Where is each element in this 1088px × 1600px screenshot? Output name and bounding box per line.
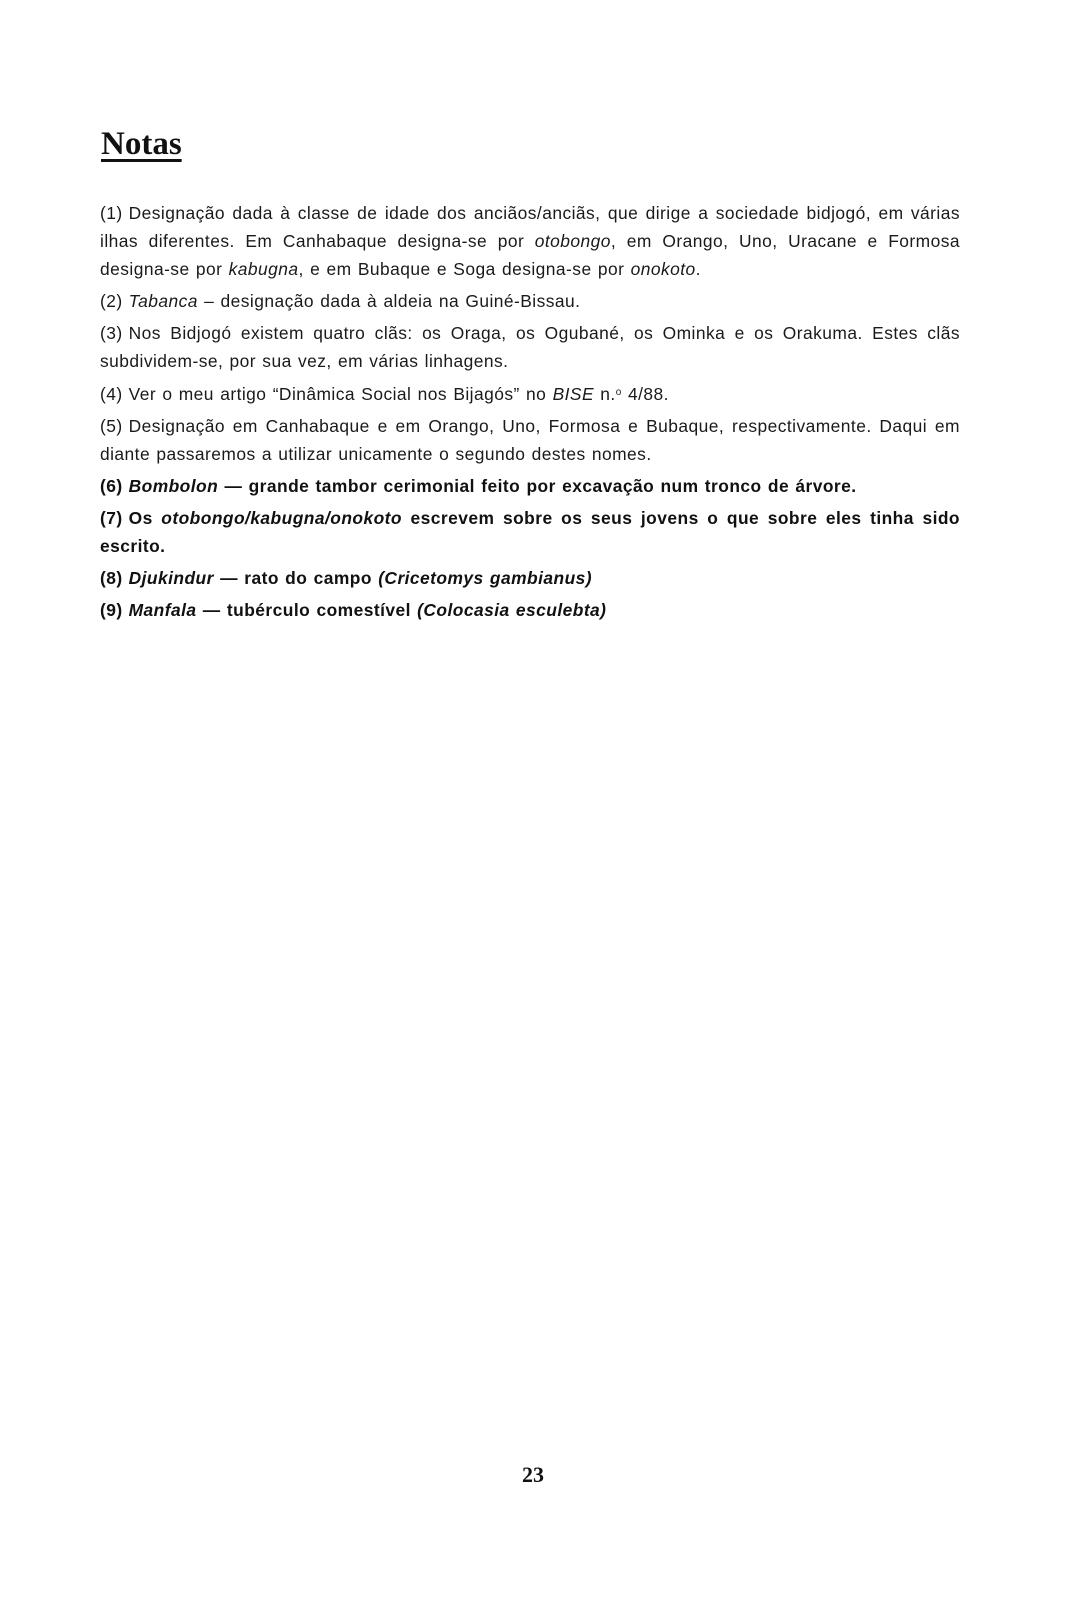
note-number: (3) bbox=[100, 323, 123, 343]
note-term: kabugna bbox=[228, 259, 299, 279]
note-6 bbox=[100, 472, 960, 500]
note-term: otobongo/kabugna/onokoto bbox=[161, 508, 402, 528]
note-superscript: o bbox=[615, 387, 622, 398]
note-7 bbox=[100, 504, 960, 560]
note-number: (8) bbox=[100, 568, 123, 588]
note-text: — tubérculo comestível bbox=[196, 600, 418, 620]
note-term: onokoto bbox=[630, 259, 696, 279]
note-3 bbox=[100, 319, 960, 375]
note-4 bbox=[100, 379, 960, 408]
note-number: (1) bbox=[100, 203, 123, 223]
note-text: — grande tambor cerimonial feito por excavação num tronco de árvore. bbox=[218, 476, 857, 496]
note-text: . bbox=[695, 259, 701, 279]
note-term: (Cricetomys gambianus) bbox=[378, 568, 593, 588]
note-term: Manfala bbox=[128, 600, 197, 620]
note-term: otobongo bbox=[534, 231, 611, 251]
note-text: Designação dada à classe de idade dos anciãos/anciãs, que dirige a sociedade bidjogó, em várias ilhas diferentes. Em Canhabaque designa-se por bbox=[100, 203, 960, 251]
note-term: (Colocasia esculebta) bbox=[417, 600, 607, 620]
note-2 bbox=[100, 287, 960, 315]
note-number: (7) bbox=[100, 508, 123, 528]
note-number: (2) bbox=[100, 291, 123, 311]
note-8 bbox=[100, 564, 960, 592]
note-text: Nos Bidjogó existem quatro clãs: os Oraga, os Ogubané, os Ominka e os Orakuma. Estes clãs subdividem-se, por sua vez, em várias linhagens. bbox=[100, 323, 960, 371]
note-number: (5) bbox=[100, 416, 123, 436]
note-text: – designação dada à aldeia na Guiné-Bissau. bbox=[197, 291, 581, 311]
note-text: Designação em Canhabaque e em Orango, Uno, Formosa e Bubaque, respectivamente. Daqui em diante passaremos a utilizar unicamente o segundo destes nomes. bbox=[100, 416, 960, 464]
note-text: , e em Bubaque e Soga designa-se por bbox=[298, 259, 631, 279]
note-text: Ver o meu artigo “Dinâmica Social nos Bijagós” no bbox=[128, 384, 553, 404]
note-text: , em Orango, Uno, Uracane e Formosa designa-se por bbox=[100, 231, 960, 279]
note-text: 4/88. bbox=[621, 384, 669, 404]
note-text: escrevem sobre os seus jovens o que sobre eles tinha sido escrito. bbox=[100, 508, 960, 556]
note-number: (9) bbox=[100, 600, 123, 620]
note-text: Os bbox=[128, 508, 162, 528]
note-1 bbox=[100, 199, 960, 283]
note-5 bbox=[100, 412, 960, 468]
notes-list bbox=[100, 199, 960, 628]
page-number: 23 bbox=[522, 1462, 544, 1487]
note-number: (6) bbox=[100, 476, 123, 496]
note-term: Djukindur bbox=[128, 568, 214, 588]
note-term: Bombolon bbox=[128, 476, 219, 496]
note-term: BISE bbox=[552, 384, 594, 404]
note-text: — rato do campo bbox=[213, 568, 379, 588]
note-term: Tabanca bbox=[128, 291, 198, 311]
note-number: (4) bbox=[100, 384, 123, 404]
note-text: n. bbox=[594, 384, 616, 404]
page-title: Notas bbox=[101, 126, 182, 162]
note-9 bbox=[100, 596, 960, 624]
